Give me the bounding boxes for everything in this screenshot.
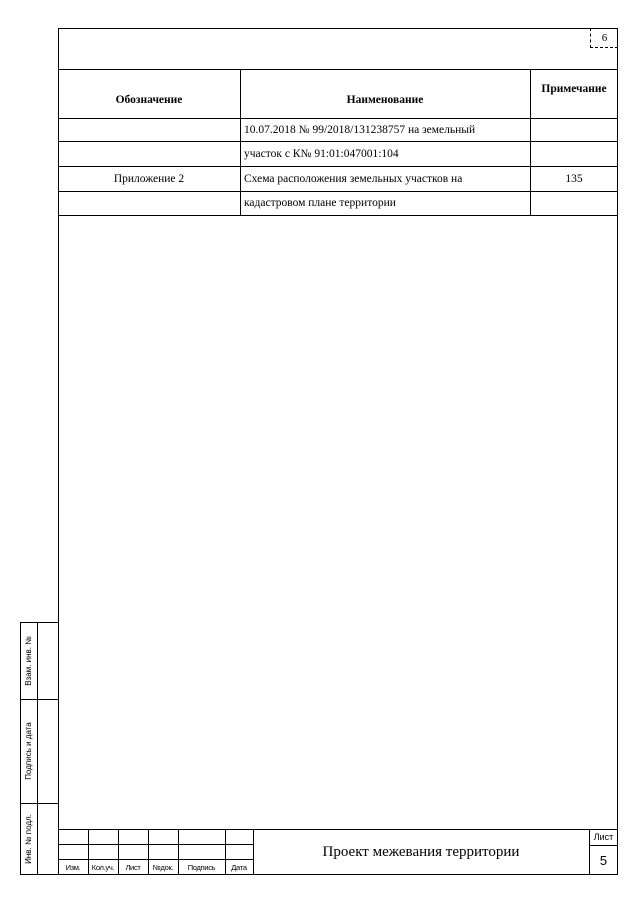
side-podpis-label: Подпись и дата	[24, 722, 33, 780]
page-number: 6	[590, 28, 618, 48]
row1-note	[530, 118, 618, 141]
row2-designation	[58, 141, 240, 166]
side-inv-label: Инв. № подл.	[24, 814, 33, 864]
col-koluch: Кол.уч.	[91, 863, 115, 872]
row4-name: кадастровом плане территории	[244, 197, 396, 209]
row3-note: 135	[565, 172, 583, 185]
row1-name: 10.07.2018 № 99/2018/131238757 на земельный	[244, 123, 476, 136]
sheet-label: Лист	[593, 832, 614, 842]
col-list: Лист	[125, 863, 141, 872]
col-podpis: Подпись	[187, 863, 216, 872]
document-title: Проект межевания территории	[322, 843, 520, 860]
col-ndok: №док.	[152, 863, 174, 872]
header-name: Наименование	[346, 93, 424, 106]
side-vzam-label: Взам. инв. №	[24, 636, 33, 686]
row1-designation	[58, 118, 240, 141]
col-izm: Изм.	[65, 863, 81, 872]
row2-name: участок с К№ 91:01:047001:104	[244, 147, 399, 160]
header-note: Примечание	[541, 83, 607, 95]
row4-designation	[58, 191, 240, 215]
row3-designation: Приложение 2	[113, 172, 185, 185]
row4-note	[530, 191, 618, 215]
row3-name: Схема расположения земельных участков на	[244, 172, 463, 185]
sheet-number: 5	[599, 852, 608, 868]
col-data: Дата	[231, 863, 247, 872]
row2-note	[530, 141, 618, 166]
header-designation: Обозначение	[115, 93, 183, 106]
